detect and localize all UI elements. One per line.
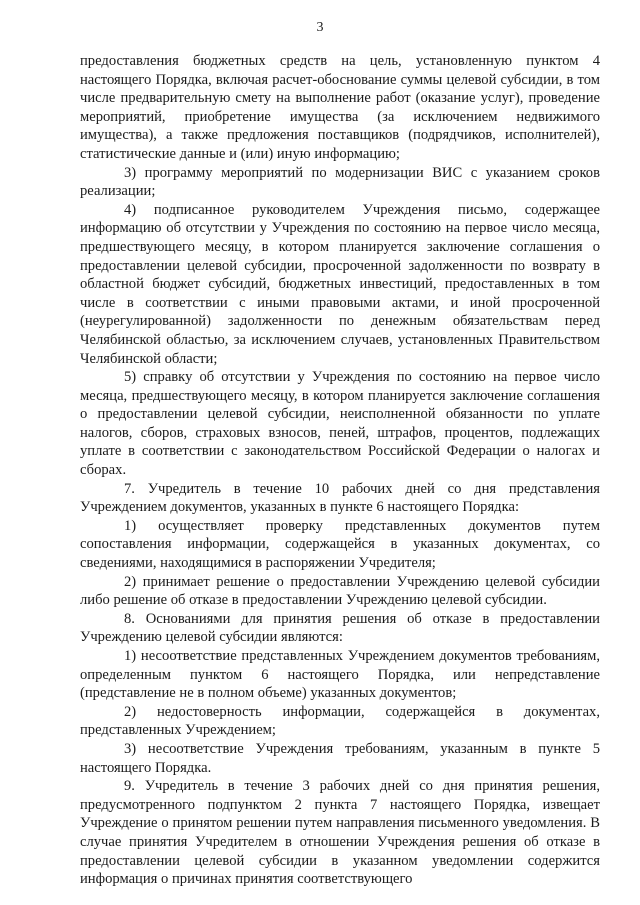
paragraph-item-5: 5) справку об отсутствии у Учреждения по состоянию на первое число месяца, предшествующего месяцу, в котором планируется заключение соглашения о предоставлении целевой субсидии, неисполненной обязанности по уплате налогов, сборов, страховых взносов, пеней, штрафов, процентов, подлежащих уплате в соответствии с законодательством Российской Федерации о налогах и сборах. — [80, 369, 600, 479]
paragraph-clause-8: 8. Основаниями для принятия решения об отказе в предоставлении Учреждению целевой субсидии являются: — [80, 610, 600, 646]
paragraph-clause-8-item-2: 2) недостоверность информации, содержащейся в документах, представленных Учреждением; — [80, 703, 600, 739]
paragraph-item-3: 3) программу мероприятий по модернизации ВИС с указанием сроков реализации; — [80, 164, 600, 200]
paragraph-clause-9: 9. Учредитель в течение 3 рабочих дней со дня принятия решения, предусмотренного подпунктом 2 пункта 7 настоящего Порядка, извещает Учреждение о принятом решении путем направления письменного уведомления. В случае принятия Учредителем в отношении Учреждения решения об отказе в предоставлении целевой субсидии в указанном уведомлении содержится информация о причинах принятия соответствующего — [80, 778, 600, 888]
document-body — [80, 52, 600, 889]
paragraph-clause-7-item-2: 2) принимает решение о предоставлении Учреждению целевой субсидии либо решение об отказе в предоставлении Учреждению целевой субсидии. — [80, 573, 600, 609]
paragraph-clause-8-item-3: 3) несоответствие Учреждения требованиям, указанным в пункте 5 настоящего Порядка. — [80, 740, 600, 776]
paragraph-clause-8-item-1: 1) несоответствие представленных Учреждением документов требованиям, определенным пунктом 6 настоящего Порядка, или непредставление (представление не в полном объеме) указанных документов; — [80, 648, 600, 702]
paragraph-item-4: 4) подписанное руководителем Учреждения письмо, содержащее информацию об отсутствии у Учреждения по состоянию на первое число месяца, предшествующего месяцу, в котором планируется заключение соглашения о предоставлении целевой субсидии, просроченной задолженности по возврату в областной бюджет субсидий, бюджетных инвестиций, предоставленных в том числе в соответствии с иными правовыми актами, и иной просроченной (неурегулированной) задолженности по денежным обязательствам перед Челябинской областью, за исключением случаев, установленных Правительством Челябинской области; — [80, 201, 600, 367]
paragraph-clause-7: 7. Учредитель в течение 10 рабочих дней со дня представления Учреждением документов, указанных в пункте 6 настоящего Порядка: — [80, 480, 600, 516]
page-number: 3 — [316, 20, 324, 35]
paragraph-clause-7-item-1: 1) осуществляет проверку представленных документов путем сопоставления информации, содержащейся в указанных документах, со сведениями, находящимися в распоряжении Учредителя; — [80, 517, 600, 572]
paragraph-continuation: предоставления бюджетных средств на цель, установленную пунктом 4 настоящего Порядка, включая расчет-обоснование суммы целевой субсидии, в том числе предварительную смету на выполнение работ (оказание услуг), проведение мероприятий, приобретение имущества (за исключением недвижимого имущества), а также предложения поставщиков (подрядчиков, исполнителей), статистические данные и (или) иную информацию; — [80, 53, 600, 162]
